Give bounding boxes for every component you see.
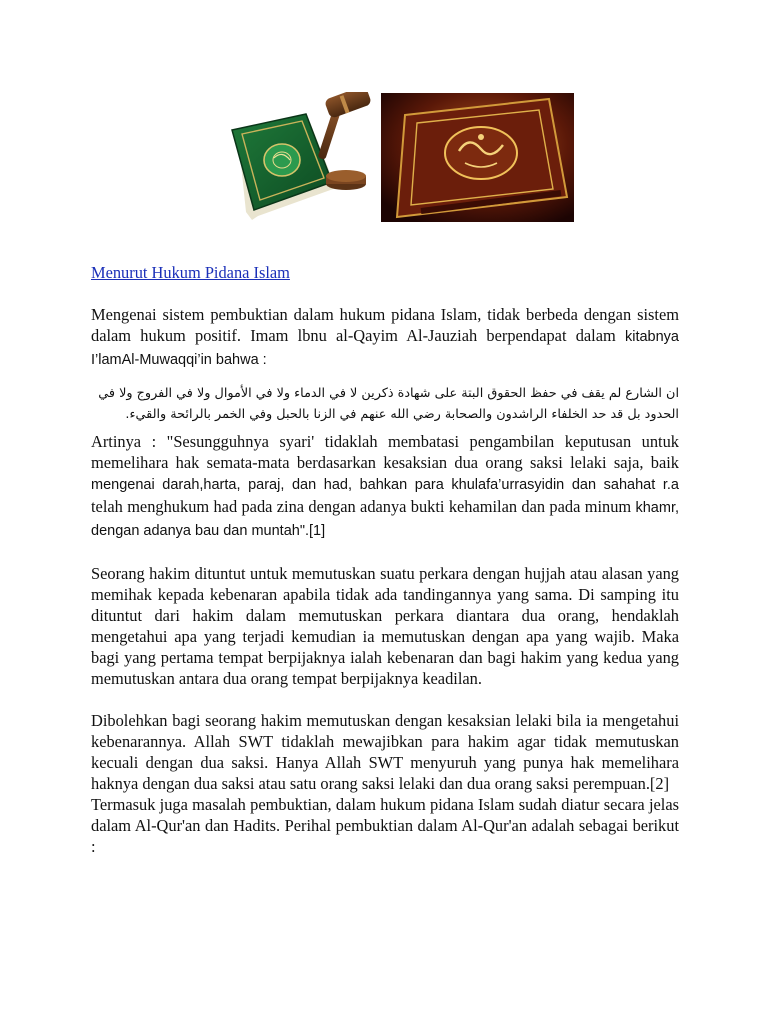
paragraph-4: Dibolehkan bagi seorang hakim memutuskan dengan kesaksian lelaki bila ia mengetahui kebenarannya. Allah SWT tidaklah mewajibkan para hakim agar tidak memutuskan kecuali dengan dua saksi. Hanya Allah SWT menyuruh yang punya hak memelihara haknya dengan dua saksi atau satu orang saksi lelaki dan dua orang saksi perempuan.[2] — [91, 711, 679, 793]
spacer — [91, 689, 679, 710]
arabic-quote: ان الشارع لم يقف في حفظ الحقوق البتة على شهادة ذكرين لا في الدماء ولا في الأموال ولا في الفروج ولا في الحدود بل قد حد الخلفاء الراشدون والصحابة رضي الله عنهم في الزنا بالحبل وفي الخمر بالرائحة والقيء. — [98, 386, 679, 422]
document-body — [91, 262, 679, 857]
paragraph-3: Seorang hakim dituntut untuk memutuskan suatu perkara dengan hujjah atau alasan yang memihak kepada kebenaran apabila tidak ada tandingannya yang sama. Di samping itu dituntut dari hakim dalam memutuskan perkara diantara dua orang, hendaklah mengetahui apa yang terjadi kemudian ia memutuskan dengan apa yang wajib. Maka bagi yang pertama tempat berpijaknya ialah kebenaran dan bagi hakim yang kedua yang memutuskan antara dua orang tempat berpijaknya keadilan. — [91, 564, 679, 688]
paragraph-2-mid: mengenai darah,harta, paraj, dan had, bahkan para khulafa’urrasyidin dan sahahat r.a — [91, 477, 679, 493]
section-heading-link[interactable]: Menurut Hukum Pidana Islam — [91, 263, 290, 282]
paragraph-2-start: Artinya : "Sesungguhnya syari' tidaklah membatasi pengambilan keputusan untuk memelihara hak semata-mata berdasarkan kesaksian dua orang saksi lelaki saja, baik — [91, 432, 679, 472]
paragraph-1-tail: kitabnya I’lamAl-Muwaqqi’in bahwa : — [91, 329, 679, 368]
paragraph-1-text: Mengenai sistem pembuktian dalam hukum pidana Islam, tidak berbeda dengan sistem dalam hukum positif. Imam lbnu al-Qayim Al-Jauziah berpendapat dalam — [91, 305, 679, 345]
spacer — [91, 542, 679, 563]
paragraph-2-tail: khamr, dengan adanya bau dan muntah".[1] — [91, 500, 679, 539]
paragraph-2-cont: telah menghukum had pada zina dengan adanya bukti kehamilan dan pada minum — [91, 497, 632, 516]
paragraph-2 — [91, 431, 679, 542]
paragraph-5: Termasuk juga masalah pembuktian, dalam hukum pidana Islam sudah diatur secara jelas dalam Al-Qur'an dan Hadits. Perihal pembuktian dalam Al-Qur'an adalah sebagai berikut : — [91, 795, 679, 856]
quran-gavel-image — [218, 92, 374, 226]
paragraph-1 — [91, 304, 679, 371]
quran-book-image — [381, 93, 574, 222]
